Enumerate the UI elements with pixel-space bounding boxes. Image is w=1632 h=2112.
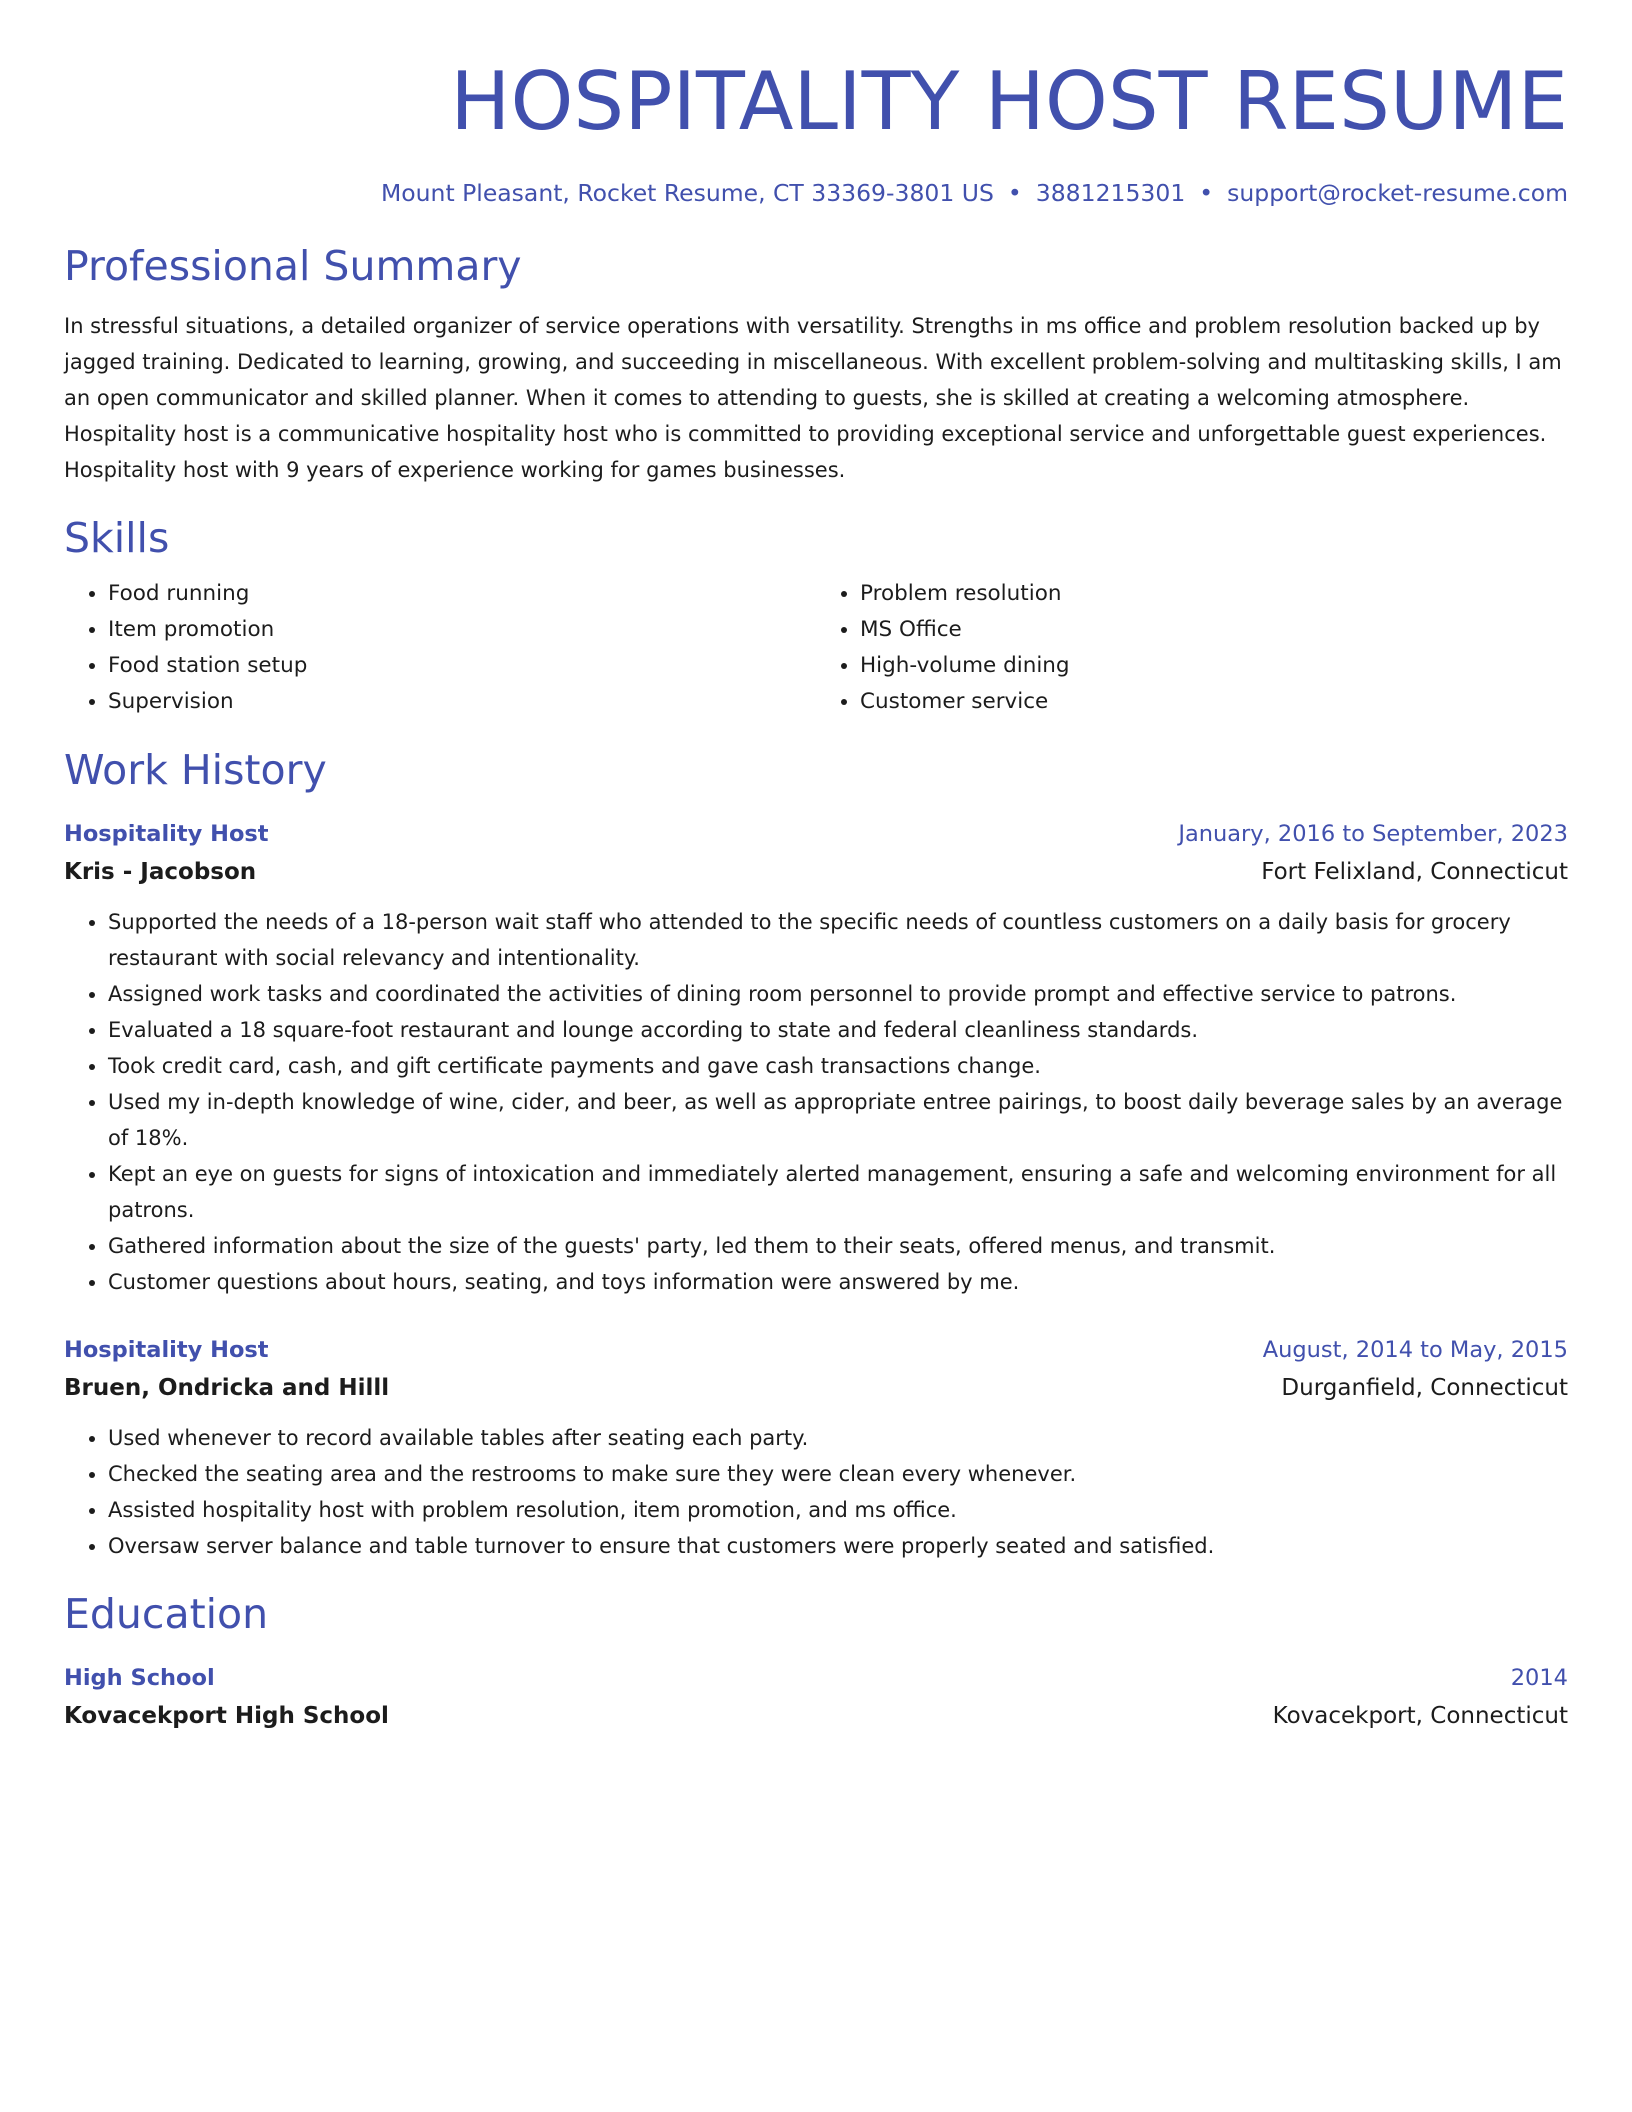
- skill-item: • Customer service: [860, 684, 1568, 720]
- job-employer: Kris - Jacobson: [64, 859, 257, 885]
- skill-item: • Food running: [108, 576, 816, 612]
- duty-item: • Assigned work tasks and coordinated the activities of dining room personnel to provide prompt and effective service to patrons.: [108, 976, 1568, 1012]
- job-employer-row: [64, 1368, 1568, 1408]
- education-heading: Education: [64, 1590, 269, 1638]
- skill-item: • High-volume dining: [860, 648, 1568, 684]
- duty-item: • Customer questions about hours, seating, and toys information were answered by me.: [108, 1264, 1568, 1300]
- summary-heading: Professional Summary: [64, 242, 522, 290]
- education-degree: High School: [64, 1665, 215, 1691]
- skill-item: • Problem resolution: [860, 576, 1568, 612]
- duty-item: • Supported the needs of a 18-person wait staff who attended to the specific needs of countless customers on a daily basis for grocery restaurant with social relevancy and intentionality.: [108, 904, 1568, 976]
- job-dates: August, 2014 to May, 2015: [1262, 1337, 1568, 1363]
- skill-item: • Food station setup: [108, 648, 816, 684]
- contact-email: support@rocket-resume.com: [1227, 179, 1568, 207]
- job-employer-row: [64, 852, 1568, 892]
- contact-separator: •: [1007, 179, 1022, 207]
- summary-text: In stressful situations, a detailed organizer of service operations with versatility. Strengths in ms office and problem resolution backed up by jagged training. Dedicated to learning, growing, and succeeding in miscellaneous. With excellent problem-solving and multitasking skills, I am an open communicator and skilled planner. When it comes to attending to guests, she is skilled at creating a welcoming atmosphere. Hospitality host is a communicative hospitality host who is committed to providing exceptional service and unforgettable guest experiences. Hospitality host with 9 years of experience working for games businesses.: [64, 314, 1562, 482]
- education-entry: [64, 1660, 1568, 1736]
- education-location: Kovacekport, Connecticut: [1272, 1703, 1568, 1729]
- job-header-row: [64, 816, 1568, 852]
- skills-column-left: [64, 576, 816, 720]
- duty-item: • Checked the seating area and the restrooms to make sure they were clean every whenever.: [108, 1456, 1568, 1492]
- duty-item: • Kept an eye on guests for signs of intoxication and immediately alerted management, ensuring a safe and welcoming environment for all patrons.: [108, 1156, 1568, 1228]
- contact-address: Mount Pleasant, Rocket Resume, CT 33369-3801 US: [381, 179, 994, 207]
- skills-list: [64, 576, 1568, 720]
- job-duties: [64, 904, 1568, 1300]
- skills-heading: Skills: [64, 514, 170, 562]
- duty-item: • Took credit card, cash, and gift certificate payments and gave cash transactions change.: [108, 1048, 1568, 1084]
- contact-line: [64, 176, 1568, 210]
- duty-item: • Evaluated a 18 square-foot restaurant and lounge according to state and federal cleanliness standards.: [108, 1012, 1568, 1048]
- duty-item: • Assisted hospitality host with problem resolution, item promotion, and ms office.: [108, 1492, 1568, 1528]
- skills-column-right: [816, 576, 1568, 720]
- job-location: Fort Felixland, Connecticut: [1261, 859, 1568, 885]
- education-header-row: [64, 1660, 1568, 1696]
- duty-item: • Used my in-depth knowledge of wine, cider, and beer, as well as appropriate entree pairings, to boost daily beverage sales by an average of 18%.: [108, 1084, 1568, 1156]
- job-dates: January, 2016 to September, 2023: [1178, 821, 1568, 847]
- duty-item: • Gathered information about the size of the guests' party, led them to their seats, offered menus, and transmit.: [108, 1228, 1568, 1264]
- job-title: Hospitality Host: [64, 821, 269, 847]
- education-year: 2014: [1510, 1665, 1568, 1691]
- skill-item: • MS Office: [860, 612, 1568, 648]
- job-location: Durganfield, Connecticut: [1281, 1375, 1568, 1401]
- job-entry: [64, 816, 1568, 1300]
- job-header-row: [64, 1332, 1568, 1368]
- duty-item: • Used whenever to record available tables after seating each party.: [108, 1420, 1568, 1456]
- education-school-row: [64, 1696, 1568, 1736]
- work-history-heading: Work History: [64, 746, 327, 794]
- duty-item: • Oversaw server balance and table turnover to ensure that customers were properly seated and satisfied.: [108, 1528, 1568, 1564]
- skill-item: • Item promotion: [108, 612, 816, 648]
- education-school: Kovacekport High School: [64, 1703, 389, 1729]
- job-entry: [64, 1332, 1568, 1564]
- skill-item: • Supervision: [108, 684, 816, 720]
- job-title: Hospitality Host: [64, 1337, 269, 1363]
- contact-separator: •: [1199, 179, 1214, 207]
- job-employer: Bruen, Ondricka and Hilll: [64, 1375, 390, 1401]
- contact-phone: 3881215301: [1035, 179, 1186, 207]
- resume-title: HOSPITALITY HOST RESUME: [450, 55, 1568, 148]
- job-duties: [64, 1420, 1568, 1564]
